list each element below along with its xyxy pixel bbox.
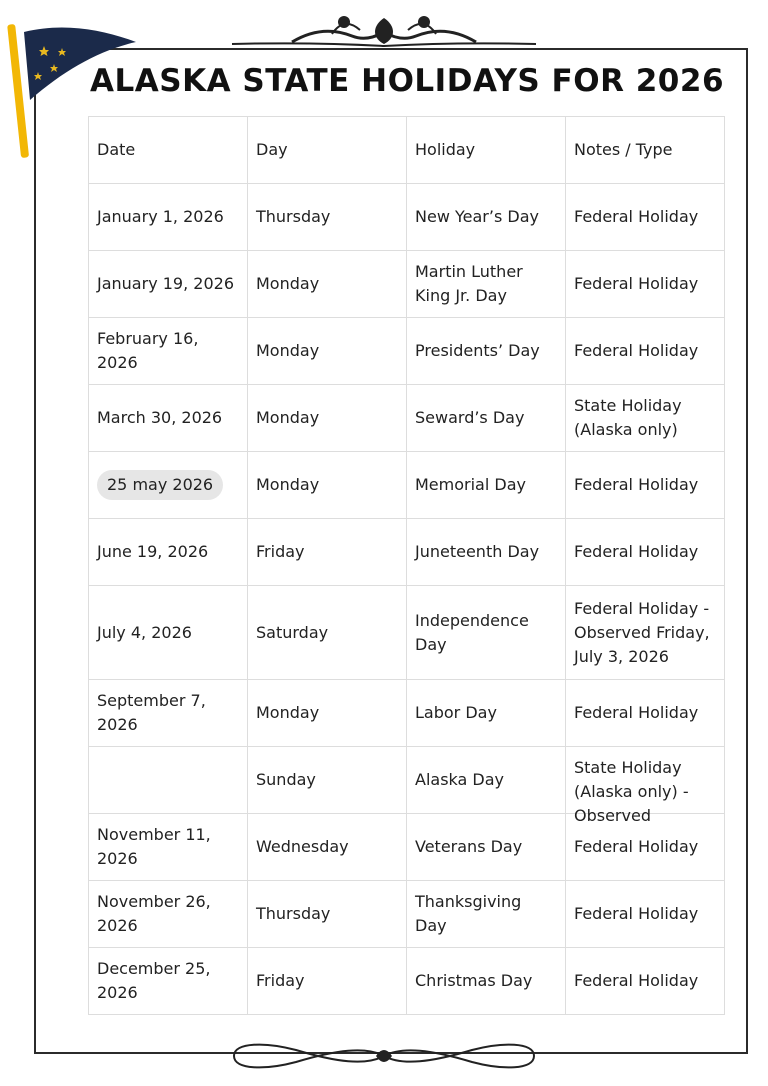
cell-day: Sunday [248,747,407,814]
top-flourish-ornament [232,12,536,52]
cell-holiday: Juneteenth Day [407,519,566,586]
cell-notes: Federal Holiday [566,881,725,948]
table-row [89,184,725,251]
cell-date: June 19, 2026 [89,519,248,586]
header-day: Day [248,117,407,184]
table-row [89,385,725,452]
cell-day: Friday [248,948,407,1015]
cell-date: December 25, 2026 [89,948,248,1015]
notes-clipped-text: State Holiday (Alaska only) - Observed [574,758,689,825]
cell-notes: State Holiday (Alaska only) [566,385,725,452]
cell-notes: Federal Holiday [566,318,725,385]
table-row [89,881,725,948]
page-title: ALASKA STATE HOLIDAYS FOR 2026 [90,63,725,99]
cell-notes: Federal Holiday [566,948,725,1015]
cell-holiday: Seward’s Day [407,385,566,452]
header-holiday: Holiday [407,117,566,184]
cell-date: January 19, 2026 [89,251,248,318]
cell-notes: Federal Holiday [566,519,725,586]
cell-day: Thursday [248,881,407,948]
cell-day: Monday [248,452,407,519]
table-row [89,251,725,318]
cell-holiday: Veterans Day [407,814,566,881]
cell-notes: Federal Holiday [566,680,725,747]
cell-date: January 1, 2026 [89,184,248,251]
cell-notes: Federal Holiday [566,814,725,881]
cell-holiday: Alaska Day [407,747,566,814]
cell-holiday: Thanksgiving Day [407,881,566,948]
cell-day: Monday [248,385,407,452]
cell-date: March 30, 2026 [89,385,248,452]
cell-day: Monday [248,251,407,318]
cell-holiday: Memorial Day [407,452,566,519]
bottom-flourish-ornament [226,1036,542,1076]
cell-day: Wednesday [248,814,407,881]
header-date: Date [89,117,248,184]
cell-date: November 26, 2026 [89,881,248,948]
table-row [89,747,725,814]
cell-holiday: Presidents’ Day [407,318,566,385]
table-row [89,948,725,1015]
cell-date: February 16, 2026 [89,318,248,385]
cell-day: Monday [248,680,407,747]
cell-holiday: Independence Day [407,586,566,680]
table-row [89,452,725,519]
cell-day: Saturday [248,586,407,680]
cell-notes: Federal Holiday [566,251,725,318]
cell-notes: Federal Holiday - Observed Friday, July 3, 2026 [566,586,725,680]
cell-date: September 7, 2026 [89,680,248,747]
cell-holiday: New Year’s Day [407,184,566,251]
cell-holiday: Labor Day [407,680,566,747]
cell-date [89,747,248,814]
holidays-table [88,116,725,1015]
table-row [89,680,725,747]
table-header-row [89,117,725,184]
header-notes: Notes / Type [566,117,725,184]
table-row [89,318,725,385]
cell-date: July 4, 2026 [89,586,248,680]
cell-notes: Federal Holiday [566,184,725,251]
cell-holiday: Martin Luther King Jr. Day [407,251,566,318]
cell-notes [566,747,725,825]
table-row [89,586,725,680]
cell-notes: Federal Holiday [566,452,725,519]
cell-day: Thursday [248,184,407,251]
cell-day: Monday [248,318,407,385]
cell-date: November 11, 2026 [89,814,248,881]
date-highlight-pill: 25 may 2026 [97,470,223,500]
cell-day: Friday [248,519,407,586]
table-row [89,519,725,586]
cell-date [89,452,248,519]
cell-holiday: Christmas Day [407,948,566,1015]
